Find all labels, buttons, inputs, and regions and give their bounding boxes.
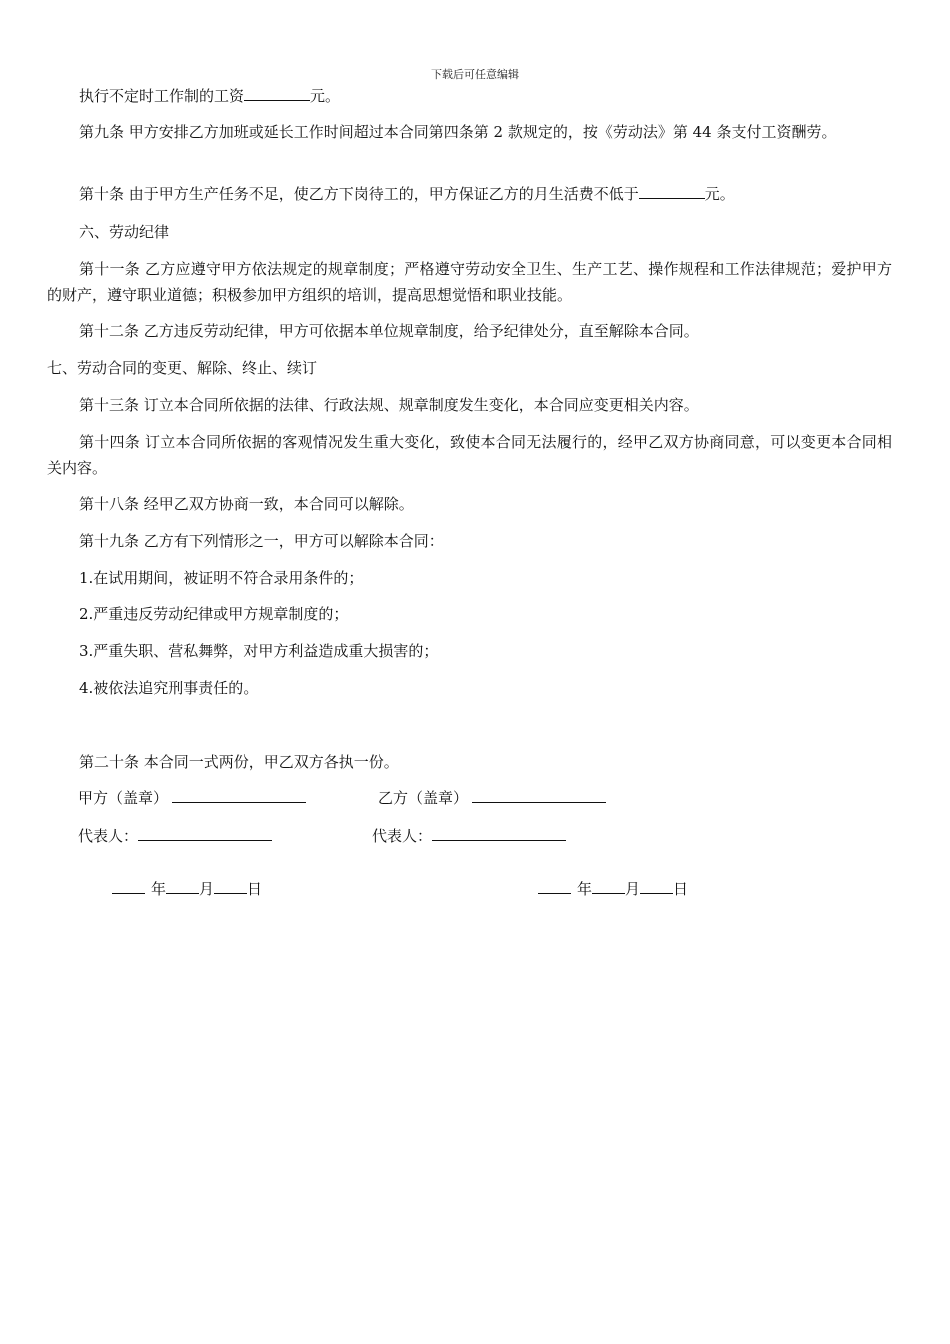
article-10-blank <box>639 183 705 199</box>
article-13: 第十三条 订立本合同所依据的法律、行政法规、规章制度发生变化，本合同应变更相关内容。 <box>79 396 699 414</box>
day-blank-a <box>214 878 247 894</box>
year-label-b: 年 <box>577 880 593 898</box>
article-10 <box>47 181 892 207</box>
year-label-a: 年 <box>151 880 167 898</box>
list-item-4: 4.被依法追究刑事责任的。 <box>79 679 259 697</box>
section-7-heading: 七、劳动合同的变更、解除、终止、续订 <box>47 359 318 377</box>
day-label-b: 日 <box>673 880 689 898</box>
date-row-b <box>538 876 688 902</box>
article-9: 第九条 甲方安排乙方加班或延长工作时间超过本合同第四条第 2 款规定的，按《劳动法》第 44 条支付工资酬劳。 <box>79 123 837 141</box>
article-18: 第十八条 经甲乙双方协商一致，本合同可以解除。 <box>79 495 414 513</box>
representative-row-b <box>372 823 566 849</box>
month-label-b: 月 <box>625 880 641 898</box>
article-10-text: 第十条 由于甲方生产任务不足，使乙方下岗待工的，甲方保证乙方的月生活费不低于 <box>79 185 639 203</box>
seal-row <box>78 785 306 811</box>
seal-row-b <box>378 785 606 811</box>
list-item-1: 1.在试用期间，被证明不符合录用条件的； <box>79 569 364 587</box>
year-blank-a <box>112 878 145 894</box>
day-label-a: 日 <box>247 880 263 898</box>
party-b-seal-blank <box>472 787 606 803</box>
month-blank-b <box>592 878 625 894</box>
article-20: 第二十条 本合同一式两份，甲乙双方各执一份。 <box>79 753 399 771</box>
party-b-seal-label: 乙方（盖章） <box>378 789 469 807</box>
article-11: 第十一条 乙方应遵守甲方依法规定的规章制度；严格遵守劳动安全卫生、生产工艺、操作规程和工作法律规范；爱护甲方的财产，遵守职业道德；积极参加甲方组织的培训，提高思想觉悟和职业技能。 <box>47 260 892 304</box>
party-a-rep-blank <box>138 825 272 841</box>
party-a-rep-label: 代表人： <box>78 827 139 845</box>
article-10-unit: 元。 <box>704 185 735 203</box>
list-item-2: 2.严重违反劳动纪律或甲方规章制度的； <box>79 605 349 623</box>
article-12: 第十二条 乙方违反劳动纪律，甲方可依据本单位规章制度，给予纪律处分，直至解除本合同。 <box>79 322 699 340</box>
paragraph-wage <box>47 83 892 109</box>
section-6-heading: 六、劳动纪律 <box>79 223 170 241</box>
day-blank-b <box>640 878 673 894</box>
party-a-seal-blank <box>172 787 306 803</box>
representative-row <box>78 823 272 849</box>
list-item-3: 3.严重失职、营私舞弊，对甲方利益造成重大损害的； <box>79 642 439 660</box>
party-a-seal-label: 甲方（盖章） <box>78 789 169 807</box>
wage-text: 执行不定时工作制的工资 <box>79 87 245 105</box>
wage-blank <box>244 85 310 101</box>
wage-unit: 元。 <box>310 87 341 105</box>
year-blank-b <box>538 878 571 894</box>
article-19: 第十九条 乙方有下列情形之一，甲方可以解除本合同： <box>79 532 444 550</box>
article-14: 第十四条 订立本合同所依据的客观情况发生重大变化，致使本合同无法履行的，经甲乙双方协商同意，可以变更本合同相关内容。 <box>47 433 892 477</box>
month-label-a: 月 <box>199 880 215 898</box>
date-row-a <box>112 876 262 902</box>
party-b-rep-blank <box>432 825 566 841</box>
month-blank-a <box>166 878 199 894</box>
header-note: 下载后可任意编辑 <box>431 68 519 81</box>
party-b-rep-label: 代表人： <box>372 827 433 845</box>
